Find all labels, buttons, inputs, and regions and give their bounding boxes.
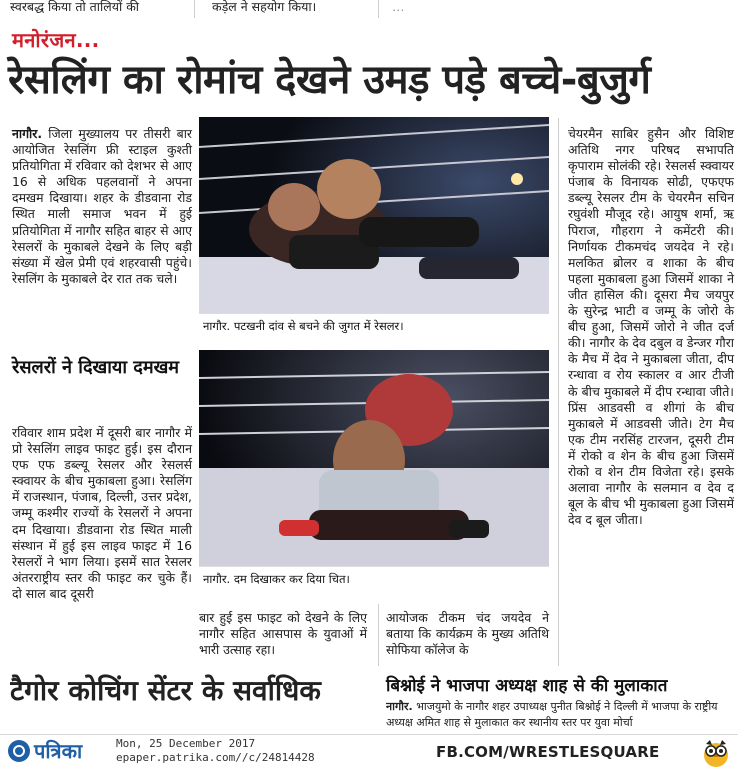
article-col1-lower bbox=[12, 425, 192, 602]
section-label: मनोरंजन... bbox=[12, 28, 100, 52]
publication-date: Mon, 25 December 2017 bbox=[116, 737, 256, 750]
wrestling-photo-1 bbox=[199, 117, 549, 337]
wrestling-photo-2-image bbox=[199, 350, 549, 590]
article-body-part2: बार हुई इस फाइट को देखने के लिए नागौर सहित आसपास के युवाओं में भारी उत्साह रहा। bbox=[199, 610, 367, 658]
article-body-part4: चेयरमैन साबिर हुसैन और विशिष्ट अतिथि नगर परिषद सभापति कृपाराम सोलंकी रहे। रेसलर्स स्क्वायर पंजाब के विनायक सोढी, एफएफ डब्ल्यू रेसलर टीम के चेयरमैन सचिन रघुवंशी मौजूद रहे। आयुष शर्मा, ऋ पिराज, गौहराग ने कमेंटरी की। निर्णायक टीकमचंद जयदेव ने रहे। मलकित ब्रोलर व शाका के बीच पहला मुकाबला हुआ जिसमें शाका ने जीत हासिल की। दूसरा मैच जयपुर के सुरेन्द्र भाटी व जम्मू के जोरो के बीच हुआ, जिसमें जोरो ने जीत दर्ज की। नागौर के देव दबुल व डेन्जर गौरा के मैच में देव ने मुकाबला जीता, दीप रन्धावा व रोय स्कालर व आर टीजी के बीच मुकाबले में दीप रन्धावा जीते। प्रिंस आडवसी व शीगां के बीच मुकाबले में आडवसी जीते। टेग मैच एक टीम नरसिंह टारजन, दूसरी टीम में रोको व शेन के बीच हुआ जिसमें रोको व शेन टीम विजेता रहे। इसके अलावा नागौर के सलमान व देव द बूल के बीच भी मुकाबला हुआ जिसमें देव द बूल जीता। bbox=[568, 126, 734, 528]
side-story-headline: बिश्नोई ने भाजपा अध्यक्ष शाह से की मुलाकात bbox=[386, 676, 668, 696]
epaper-link[interactable]: epaper.patrika.com//c/24814428 bbox=[116, 751, 315, 764]
side-story-text: भाजयुमो के नागौर शहर उपाध्यक्ष पुनीत बिश्नोई ने दिल्ली में भाजपा के राष्ट्रीय अध्यक्ष अमित शाह से मुलाकात कर स्थानीय स्तर पर युवा मोर्चा bbox=[386, 700, 718, 729]
wrestling-photo-2 bbox=[199, 350, 549, 590]
article-col3-bottom bbox=[386, 610, 549, 658]
facebook-brand-link[interactable]: FB.COM/WRESTLESQUARE bbox=[436, 743, 660, 761]
top-strip-left-text: स्वरबद्ध किया तो तालियों की bbox=[10, 0, 140, 14]
article-col2-bottom bbox=[199, 610, 367, 658]
article-body-part3: आयोजक टीकम चंद जयदेव ने बताया कि कार्यक्रम के मुख्य अतिथि सोफिया कॉलेज के bbox=[386, 610, 549, 658]
column-rule bbox=[194, 0, 195, 18]
owl-icon bbox=[702, 738, 730, 768]
article-intro: जिला मुख्यालय पर तीसरी बार आयोजित रेसलिंग फ्री स्टाइल कुश्ती प्रतियोगिता में रविवार को देशभर से आए 16 से अधिक पहलवानों ने अपना दमखम दिखाया। शहर के डीडवाना रोड स्थित माली समाज भवन में हुई प्रतियोगिता में नागौर सहित बाहर से आए रेसलरों के मुकाबले देखने के लिए बड़ी संख्या में खेल प्रेमी एवं शहरवासी पहुंचे। रेसलिंग के मुकाबले देर रात तक चले। bbox=[12, 126, 192, 286]
patrika-logo-text: पत्रिका bbox=[34, 739, 83, 763]
article-body-part1: रविवार शाम प्रदेश में दूसरी बार नागौर में प्रो रेसलिंग लाइव फाइट हुई। इस दौरान एफ एफ डब्ल्यू रेसलर और रेसलर्स स्क्वायर के बीच मुकाबला हुआ। रेसलिंग में राजस्थान, पंजाब, दिल्ली, उत्तर प्रदेश, जम्मू कश्मीर राज्यों के रेसलरों ने अपना दम दिखाया। डीडवाना रोड स्थित माली संस्थान में हुई इस लाइव फाइट में 16 रेसलरों ने भाग लिया। इसमें सात रेसलर अंतरराष्ट्रीय स्तर की फाइट कर चुके हैं। दो साल बाद दूसरी bbox=[12, 425, 192, 601]
top-strip bbox=[0, 0, 738, 20]
headline: रेसलिंग का रोमांच देखने उमड़ पड़े बच्चे-बुजुर्ग bbox=[8, 57, 651, 103]
subhead: रेसलरों ने दिखाया दमखम bbox=[12, 357, 180, 378]
side-story-dateline: नागौर. bbox=[386, 700, 413, 713]
side-story-body bbox=[386, 699, 736, 733]
footer-meta bbox=[116, 737, 315, 765]
column-rule bbox=[558, 118, 559, 666]
photo-1-caption: नागौर. पटखनी दांव से बचने की जुगत में रेसलर। bbox=[199, 313, 549, 337]
top-strip-middle-text: कड़ेल ने सहयोग किया। bbox=[212, 0, 317, 14]
footer bbox=[0, 734, 738, 771]
wrestling-photo-1-image bbox=[199, 117, 549, 337]
photo-2-caption: नागौर. दम दिखाकर कर दिया चित। bbox=[199, 566, 549, 590]
article-col4 bbox=[568, 126, 734, 528]
top-strip-right-text: … bbox=[392, 0, 405, 14]
article-col1 bbox=[12, 126, 192, 287]
column-rule bbox=[378, 604, 379, 666]
patrika-logo-icon bbox=[8, 740, 30, 762]
dateline: नागौर. bbox=[12, 126, 43, 141]
column-rule bbox=[378, 0, 379, 18]
bottom-headline: टैगोर कोचिंग सेंटर के सर्वाधिक bbox=[10, 674, 321, 707]
